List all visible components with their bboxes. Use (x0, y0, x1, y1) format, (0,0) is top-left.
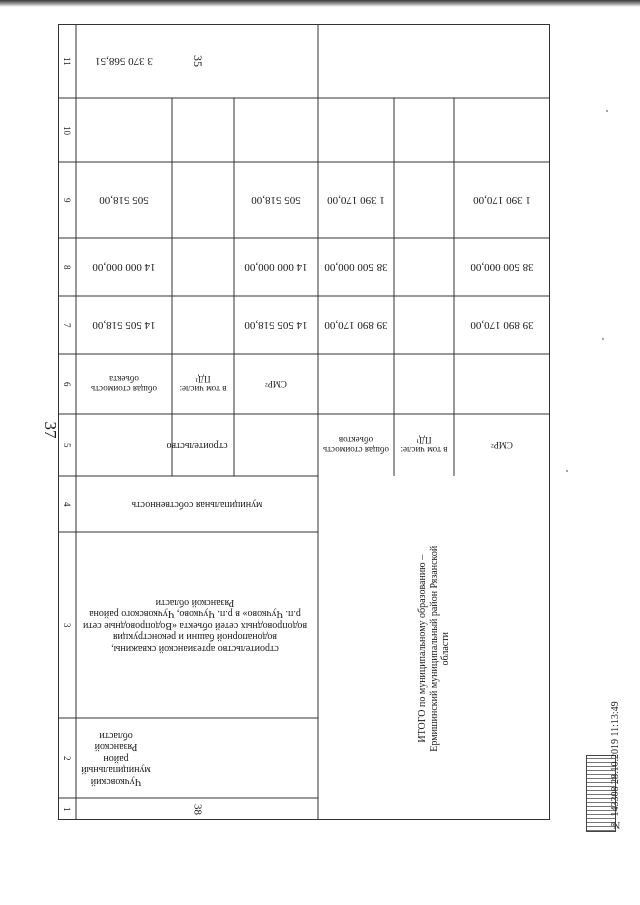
total-line-1-label: общая стоимость объектов (323, 435, 389, 456)
col-num-3: 3 (62, 622, 73, 628)
row-38-line-1-col9: 505 518,00 (99, 194, 149, 207)
total-line-3-col8: 38 500 000,00 (470, 261, 534, 274)
col-num-11: 11 (62, 56, 73, 66)
total-label: ИТОГО по муниципальному образованию – Ермишинский муниципальный район Рязанской области (416, 546, 451, 752)
total-line-3-col9: 1 390 170,00 (473, 194, 531, 207)
col-num-10: 10 (62, 125, 73, 135)
row-38-work-type: строительство (166, 439, 228, 451)
col-num-4: 4 (62, 501, 73, 507)
scan-speck (566, 470, 568, 472)
row-38-line-3-col7: 14 505 518,00 (244, 319, 308, 332)
registration-stamp: № 143308 28.10.2019 11:13:49 (610, 701, 621, 830)
total-line-2-label: в том числе: ПД¹ (400, 435, 448, 456)
scan-speck (606, 110, 608, 112)
row-38-line-1-col11: 3 370 568,51 (95, 55, 153, 68)
page-number: 37 (41, 421, 60, 439)
col-num-5: 5 (62, 442, 73, 448)
scan-edge (0, 0, 640, 7)
total-line-3-label: СМР² (491, 440, 513, 451)
col-num-2: 2 (62, 755, 73, 761)
row-38-line-1-col7: 14 505 518,00 (92, 319, 156, 332)
row-38-line-3-label: СМР² (265, 379, 287, 390)
scan-speck (602, 338, 604, 340)
total-line-1-col9: 1 390 170,00 (327, 194, 385, 207)
col-num-9: 9 (62, 197, 73, 203)
row-38-index: 38 (191, 803, 204, 815)
row-38-line-2-label: в том числе: ПД¹ (179, 374, 227, 395)
row-38-line-1-label: общая стоимость объекта (91, 374, 157, 395)
row-38-line-1-col10 (78, 100, 170, 160)
row-38-line-3-col9: 505 518,00 (251, 194, 301, 207)
row-38-col12: 35 (190, 55, 205, 67)
col-num-6: 6 (62, 381, 73, 387)
total-row (320, 484, 548, 814)
row-38-district: Чучковский муниципальный район Рязанской области (81, 729, 151, 787)
row-38-object: строительство артезианской скважины, водонапорной башни и реконструкция водопроводных сетей объекта «Водопроводные сети р.п. Чучково» в р.п. Чучково, Чучковского района Рязанской области (82, 596, 308, 654)
total-line-1-col8: 38 500 000,00 (324, 261, 388, 274)
total-line-1-col7: 39 890 170,00 (324, 319, 388, 332)
row-38-line-1-col8: 14 000 000,00 (92, 261, 156, 274)
row-38-ownership: муниципальная собственность (131, 498, 263, 510)
row-38-line-3-col8: 14 000 000,00 (244, 261, 308, 274)
col-num-7: 7 (62, 322, 73, 328)
total-line-3-col7: 39 890 170,00 (470, 319, 534, 332)
col-num-8: 8 (62, 264, 73, 270)
col-num-1: 1 (62, 806, 73, 812)
cost-table (58, 24, 550, 820)
